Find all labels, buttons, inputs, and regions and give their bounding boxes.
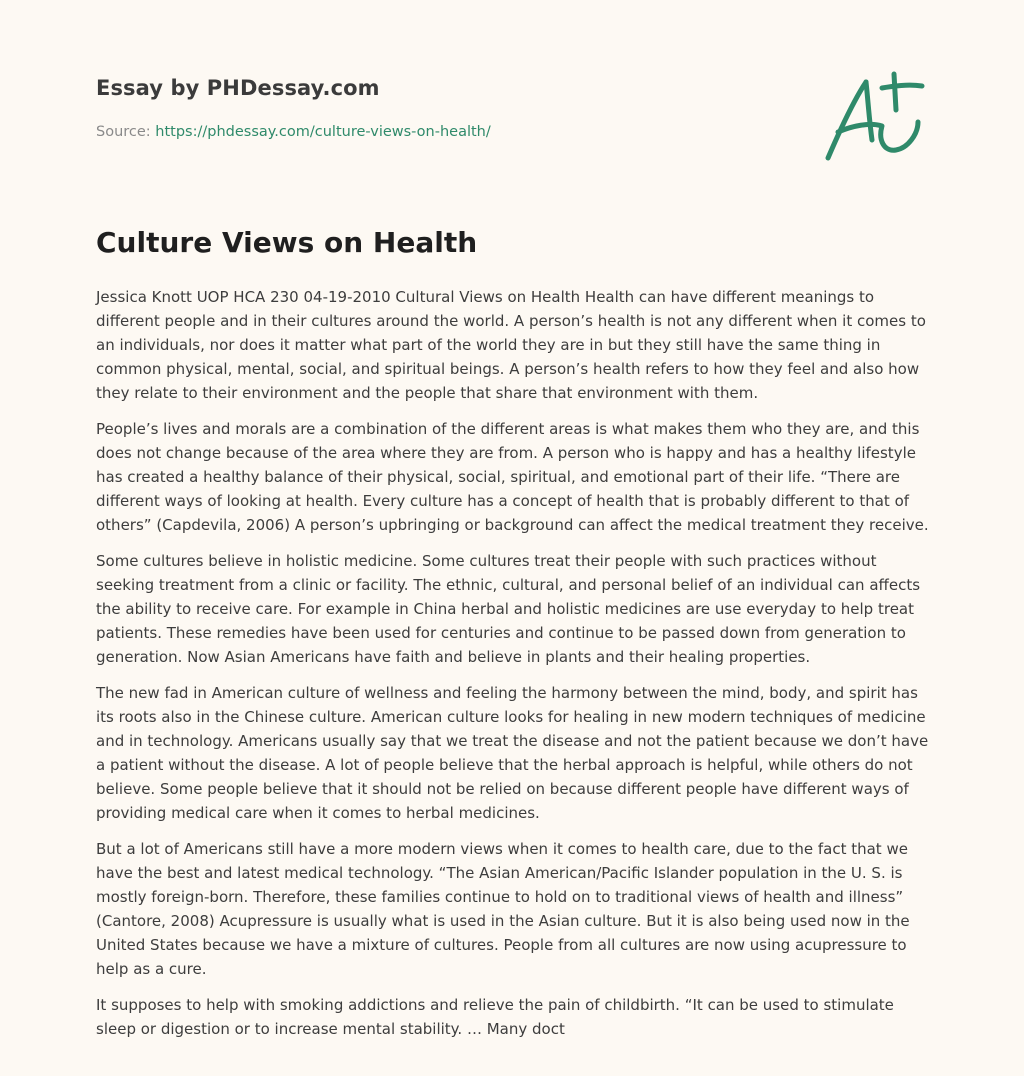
essay-paragraph: It supposes to help with smoking addictions and relieve the pain of childbirth. “It can be used to stimulate sleep or digestion or to increase mental stability. … Many doct [96,996,894,1038]
source-line [96,124,491,140]
essay-paragraph: People’s lives and morals are a combination of the different areas is what makes them who they are, and this does not change because of the area where they are from. A person who is happy and has a healthy lifestyle has created a healthy balance of their physical, social, spiritual, and emotional part of their life. “There are different ways of looking at health. Every culture has a concept of health that is probably different to that of others” (Capdevila, 2006) A person’s upbringing or background can affect the medical treatment they receive. [96,420,929,534]
essay-title: Culture Views on Health [96,226,478,259]
essay-paragraph: The new fad in American culture of wellness and feeling the harmony between the mind, body, and spirit has its roots also in the Chinese culture. American culture looks for healing in new modern techniques of medicine and in technology. Americans usually say that we treat the disease and not the patient because we don’t have a patient without the disease. A lot of people believe that the herbal approach is helpful, while others do not believe. Some people believe that it should not be relied on because different people have different ways of providing medical care when it comes to herbal medicines. [96,684,929,822]
essay-paragraph: But a lot of Americans still have a more modern views when it comes to health care, due to the fact that we have the best and latest medical technology. “The Asian American/Pacific Islander population in the U. S. is mostly foreign-born. Therefore, these families continue to hold on to traditional views of health and illness” (Cantore, 2008) Acupressure is usually what is used in the Asian culture. But it is also being used now in the United States because we have a mixture of cultures. People from all cultures are now using acupressure to help as a cure. [96,840,910,978]
essay-paragraph: Some cultures believe in holistic medicine. Some cultures treat their people with such practices without seeking treatment from a clinic or facility. The ethnic, cultural, and personal belief of an individual can affects the ability to receive care. For example in China herbal and holistic medicines are use everyday to help treat patients. These remedies have been used for centuries and continue to be passed down from generation to generation. Now Asian Americans have faith and believe in plants and their healing properties. [96,552,921,666]
source-label: Source: [96,124,156,140]
a-plus-logo-icon [822,70,928,166]
essay-body [96,285,932,1053]
source-link[interactable]: https://phdessay.com/culture-views-on-health/ [155,124,491,140]
essay-paragraph: Jessica Knott UOP HCA 230 04-19-2010 Cultural Views on Health Health can have different meanings to different people and in their cultures around the world. A person’s health is not any different when it comes to an individuals, nor does it matter what part of the world they are in but they still have the same thing in common physical, mental, social, and spiritual beings. A person’s health refers to how they feel and also how they relate to their environment and the people that share that environment with them. [96,288,926,402]
site-brand: Essay by PHDessay.com [96,76,380,100]
